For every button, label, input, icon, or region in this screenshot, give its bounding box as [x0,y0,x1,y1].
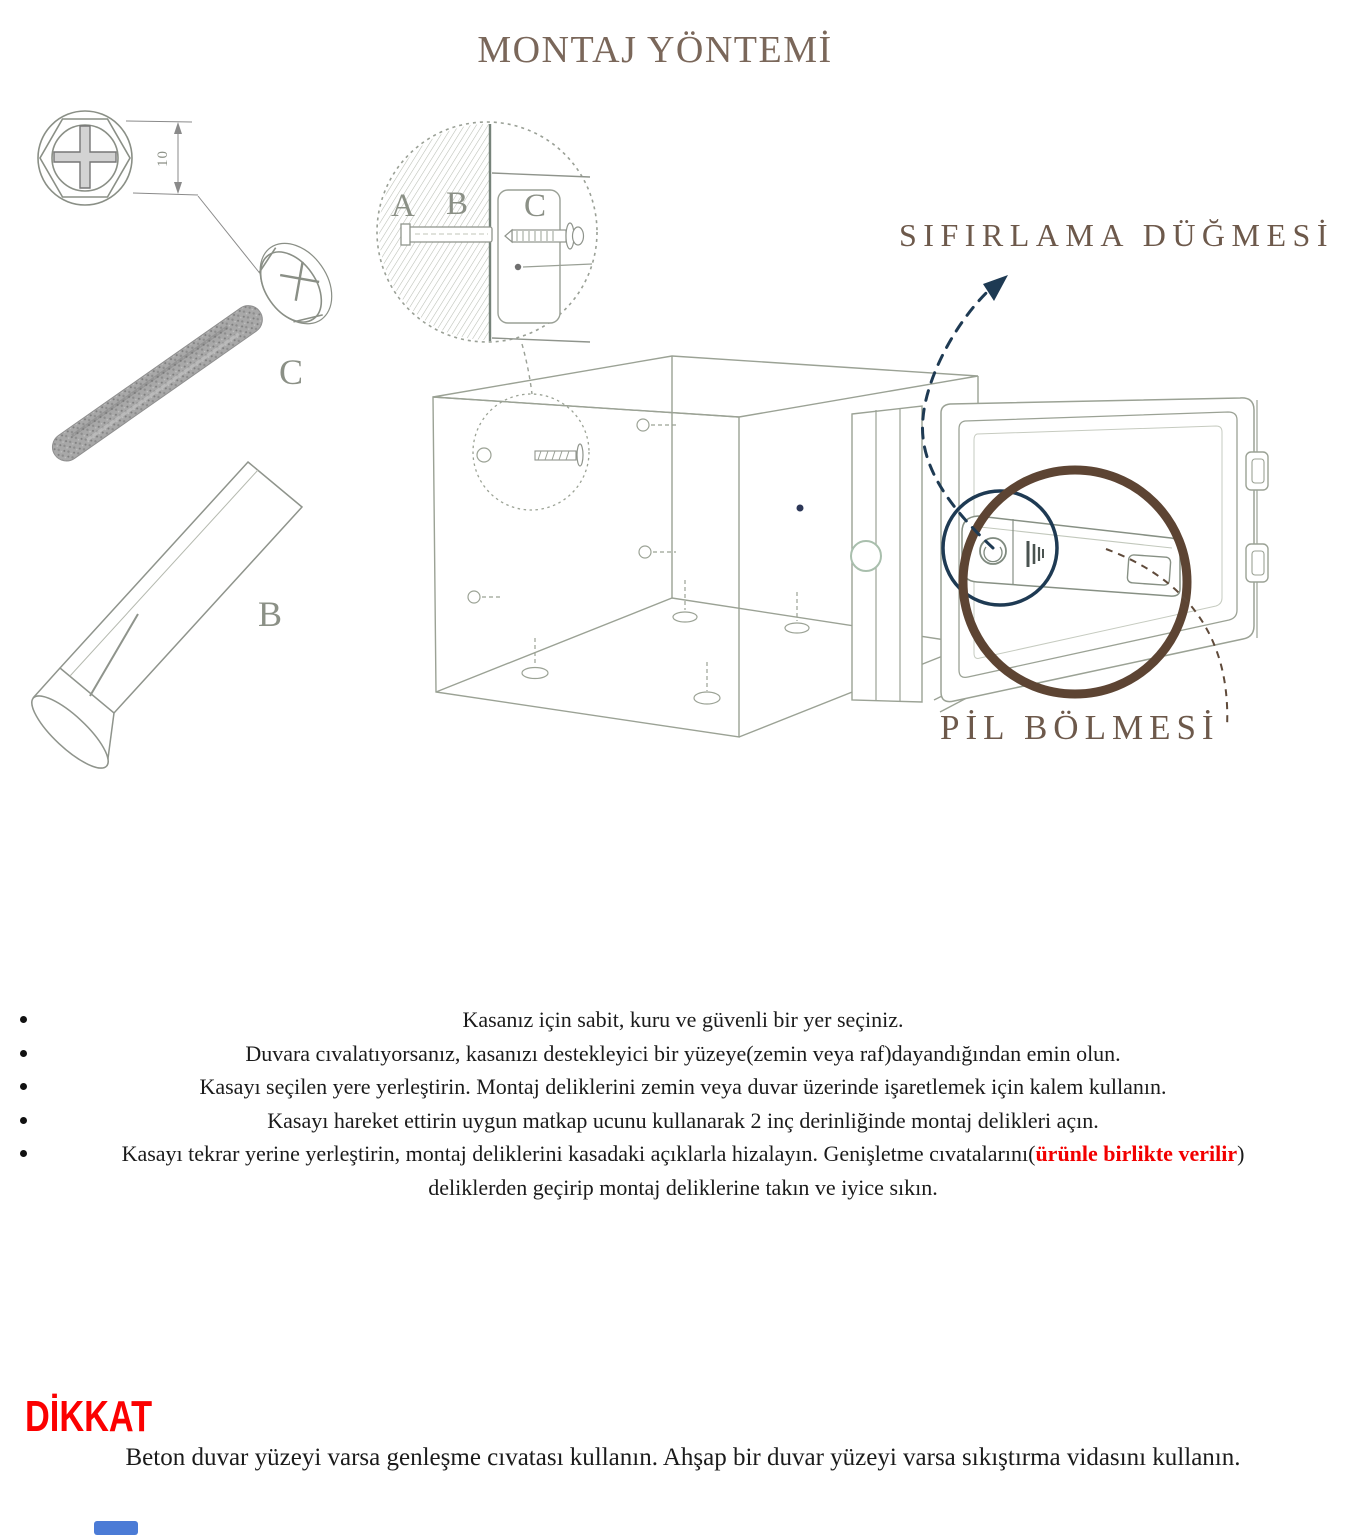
warning-heading: DİKKAT [25,1392,153,1441]
instruction-item: Kasayı tekrar yerine yerleştirin, montaj deliklerini kasadaki açıklarla hizalayın. Genişletme cıvatalarını(ürünle birlikte verilir) deliklerden geçirip montaj deliklerine takın ve iyice sıkın. [0,1137,1366,1204]
instruction-item: Duvara cıvalatıyorsanız, kasanızı destekleyici bir yüzeye(zemin veya raf)dayandığından emin olun. [0,1037,1366,1071]
lock-bolt-hole [851,541,881,571]
phillips-cross-icon [54,126,116,188]
bullet-icon [20,1083,27,1090]
dimension-callout [126,121,262,276]
floor-holes [522,580,809,704]
bullet-icon [20,1150,27,1157]
mount-hole-inspection-circle [473,394,589,510]
safe-wireframe-drawing [433,356,1022,737]
bullet-icon [20,1117,27,1124]
bullet-icon [20,1016,27,1023]
selection-artifact [94,1521,138,1535]
reset-button-callout: SIFIRLAMA DÜĞMESİ [899,217,1334,253]
arrowhead-icon [983,275,1008,301]
inset-anchor-drawing [401,224,492,245]
interior-dot [797,505,804,512]
dimension-label: 10 [155,150,171,167]
door-edge-slab-drawing [851,406,922,702]
page-title: MONTAJ YÖNTEMİ [477,29,833,71]
included-with-product-note: ürünle birlikte verilir [1035,1141,1238,1166]
battery-compartment-callout: PİL BÖLMESİ [940,708,1220,747]
part-label-b: B [258,594,283,634]
anchor-sleeve-drawing [23,462,302,778]
back-wall-holes [468,419,678,603]
wall-inset-drawing [377,122,597,394]
inset-label-a: A [391,188,415,224]
expansion-bolt-drawing [47,230,347,467]
instruction-item: Kasanız için sabit, kuru ve güvenli bir yer seçiniz. [0,1003,1366,1037]
inset-label-c: C [524,188,547,224]
instruction-item: Kasayı seçilen yere yerleştirin. Montaj deliklerini zemin veya duvar üzerinde işaretlemek için kalem kullanın. [0,1070,1366,1104]
instruction-item: Kasayı hareket ettirin uygun matkap ucunu kullanarak 2 inç derinliğinde montaj delikleri açın. [0,1104,1366,1138]
instructions-list [0,1003,1366,1204]
warning-text: Beton duvar yüzeyi varsa genleşme cıvatası kullanın. Ahşap bir duvar yüzeyi varsa sıkıştırma vidasını kullanın. [125,1444,1241,1471]
part-label-c: C [279,352,304,392]
inset-label-b: B [446,186,469,222]
bullet-icon [20,1050,27,1057]
hex-bolt-head-drawing [38,111,132,205]
